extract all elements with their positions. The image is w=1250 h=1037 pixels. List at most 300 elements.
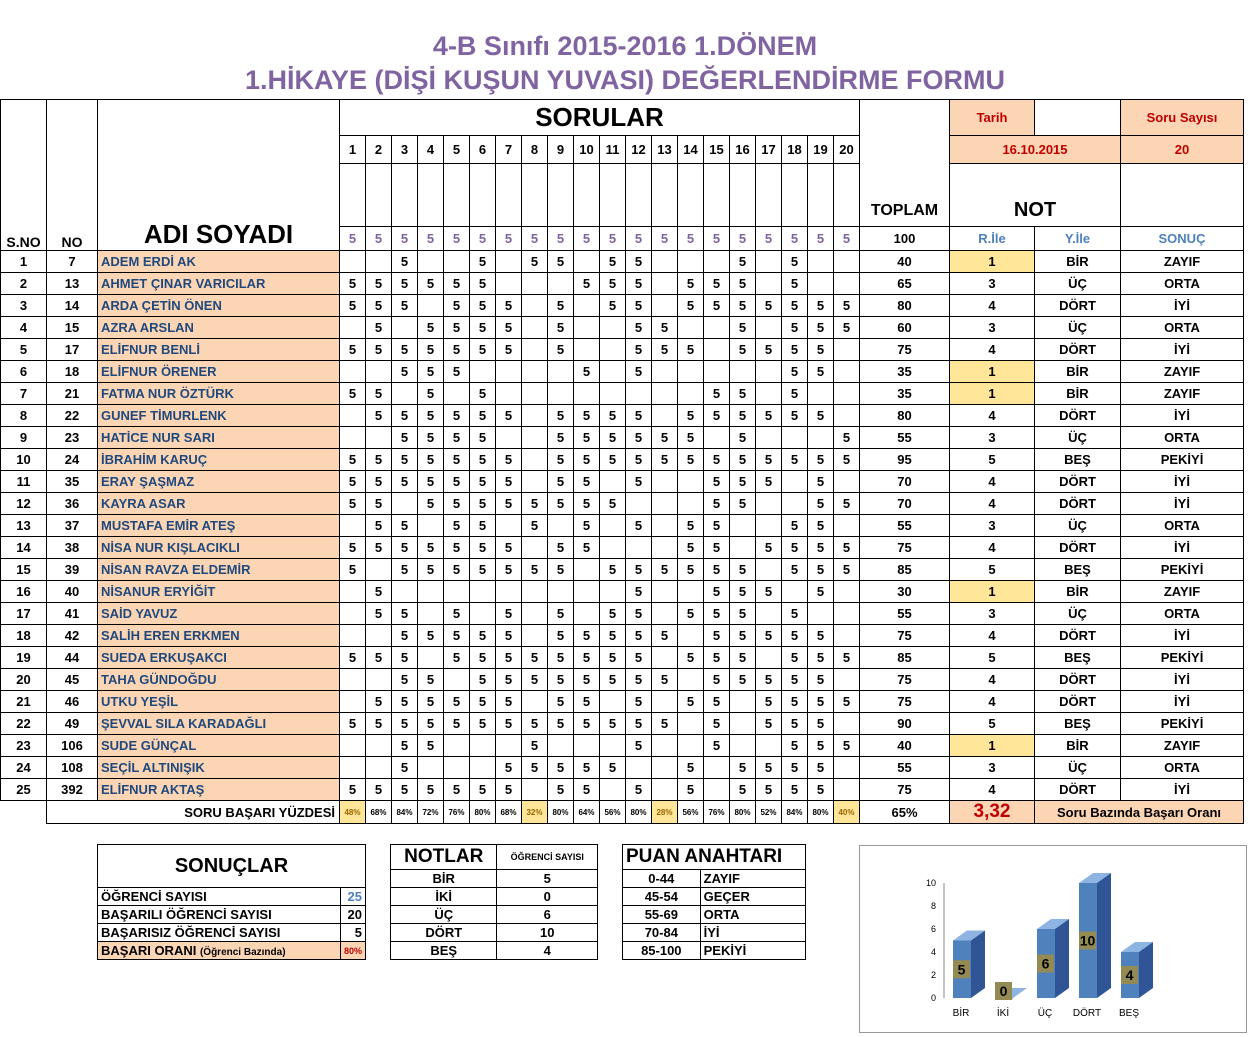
sno-header: S.NO [1,100,47,251]
answer-cell: 5 [782,669,808,691]
student-total: 55 [860,427,950,449]
answer-cell: 5 [522,757,548,779]
student-sno: 17 [1,603,47,625]
question-based-rate-label: Soru Bazında Başarı Oranı [1035,801,1244,824]
student-numeric-grade: 1 [950,251,1035,273]
answer-cell: 5 [418,273,444,295]
student-no: 42 [47,625,98,647]
answer-cell [522,427,548,449]
answer-cell: 5 [470,669,496,691]
answer-cell: 5 [340,559,366,581]
answer-cell [834,164,860,227]
answer-cell: 5 [418,317,444,339]
student-no: 22 [47,405,98,427]
student-result: PEKİYİ [1121,449,1244,471]
answer-cell: 5 [782,339,808,361]
answer-cell: 5 [678,559,704,581]
student-numeric-grade: 4 [950,691,1035,713]
student-sno: 7 [1,383,47,405]
results-label: BAŞARILI ÖĞRENCİ SAYISI [98,906,341,924]
answer-cell: 5 [470,691,496,713]
answer-cell: 5 [574,779,600,801]
answer-cell [574,581,600,603]
answer-cell: 5 [574,405,600,427]
question-number: 11 [600,136,626,164]
student-numeric-grade: 3 [950,273,1035,295]
student-written-grade: DÖRT [1035,691,1121,713]
answer-cell: 5 [366,581,392,603]
answer-cell: 5 [392,559,418,581]
answer-cell: 5 [834,691,860,713]
answer-cell: 5 [834,295,860,317]
answer-cell: 5 [808,691,834,713]
answer-cell [834,757,860,779]
answer-cell: 5 [470,251,496,273]
question-points: 5 [340,227,366,251]
score-key-row [623,870,806,888]
student-total: 70 [860,493,950,515]
question-points: 5 [626,227,652,251]
student-row [1,581,1244,603]
answer-cell [340,757,366,779]
answer-cell: 5 [756,471,782,493]
answer-cell: 5 [366,383,392,405]
answer-cell [730,164,756,227]
answer-cell: 5 [574,625,600,647]
answer-cell: 5 [444,559,470,581]
answer-cell [600,383,626,405]
answer-cell: 5 [418,383,444,405]
grades-summary [390,844,598,960]
score-key-row [623,888,806,906]
answer-cell [418,603,444,625]
results-summary [97,844,366,960]
answer-cell [834,273,860,295]
student-written-grade: DÖRT [1035,493,1121,515]
student-sno: 16 [1,581,47,603]
answer-cell [808,251,834,273]
answer-cell [652,471,678,493]
answer-cell [366,251,392,273]
answer-cell [392,317,418,339]
answer-cell [522,625,548,647]
question-success-percent: 76% [704,801,730,824]
student-no: 41 [47,603,98,625]
answer-cell [548,735,574,757]
answer-cell: 5 [444,273,470,295]
grades-title: NOTLAR [391,845,497,870]
student-name: UTKU YEŞİL [98,691,340,713]
grade-name: BEŞ [391,942,497,960]
question-number: 3 [392,136,418,164]
answer-cell: 5 [444,691,470,713]
answer-cell [652,779,678,801]
student-written-grade: DÖRT [1035,295,1121,317]
answer-cell [340,427,366,449]
answer-cell: 5 [730,251,756,273]
name-header: ADI SOYADI [98,100,340,251]
question-points: 5 [574,227,600,251]
student-numeric-grade: 1 [950,735,1035,757]
answer-cell [652,735,678,757]
student-no: 49 [47,713,98,735]
success-rate-value: 80% [340,942,365,960]
answer-cell: 5 [626,405,652,427]
y-tick-label: 8 [930,901,936,911]
student-no: 14 [47,295,98,317]
answer-cell [834,383,860,405]
student-total: 75 [860,691,950,713]
answer-cell [704,361,730,383]
student-result: ZAYIF [1121,735,1244,757]
answer-cell: 5 [782,295,808,317]
answer-cell [496,515,522,537]
answer-cell: 5 [730,471,756,493]
answer-cell: 5 [626,317,652,339]
student-written-grade: BİR [1035,383,1121,405]
question-number: 20 [834,136,860,164]
results-label: BAŞARISIZ ÖĞRENCİ SAYISI [98,924,341,942]
question-success-percent: 28% [652,801,678,824]
answer-cell [366,735,392,757]
student-result: İYİ [1121,405,1244,427]
answer-cell: 5 [808,757,834,779]
student-total: 65 [860,273,950,295]
answer-cell: 5 [808,669,834,691]
answer-cell: 5 [548,559,574,581]
answer-cell: 5 [574,537,600,559]
answer-cell [366,625,392,647]
answer-cell: 5 [678,515,704,537]
answer-cell [444,383,470,405]
student-sno: 20 [1,669,47,691]
student-total: 75 [860,779,950,801]
answer-cell [392,581,418,603]
answer-cell: 5 [366,691,392,713]
answer-cell: 5 [782,383,808,405]
score-range: 85-100 [623,942,701,960]
answer-cell [600,537,626,559]
answer-cell: 5 [808,537,834,559]
answer-cell [756,164,782,227]
score-key-row [623,924,806,942]
answer-cell [626,757,652,779]
answer-cell [522,361,548,383]
answer-cell [834,405,860,427]
answer-cell: 5 [496,449,522,471]
answer-cell: 5 [340,713,366,735]
question-number: 10 [574,136,600,164]
answer-cell [756,493,782,515]
answer-cell: 5 [548,647,574,669]
answer-cell: 5 [470,493,496,515]
answer-cell: 5 [470,625,496,647]
answer-cell: 5 [444,449,470,471]
question-number: 14 [678,136,704,164]
answer-cell: 5 [470,405,496,427]
answer-cell: 5 [782,647,808,669]
student-written-grade: DÖRT [1035,537,1121,559]
grade-name: DÖRT [391,924,497,942]
question-number: 1 [340,136,366,164]
student-no: 38 [47,537,98,559]
student-written-grade: BİR [1035,361,1121,383]
answer-cell [600,471,626,493]
x-category-label: İKİ [996,1008,1010,1019]
student-result: ORTA [1121,317,1244,339]
answer-cell: 5 [652,669,678,691]
student-row [1,757,1244,779]
answer-cell: 5 [730,317,756,339]
answer-cell: 5 [782,625,808,647]
answer-cell: 5 [600,713,626,735]
student-numeric-grade: 3 [950,427,1035,449]
student-written-grade: DÖRT [1035,625,1121,647]
answer-cell: 5 [548,427,574,449]
answer-cell [652,361,678,383]
student-sno: 15 [1,559,47,581]
answer-cell [834,361,860,383]
answer-cell [626,537,652,559]
student-row [1,317,1244,339]
answer-cell: 5 [392,405,418,427]
student-written-grade: BEŞ [1035,449,1121,471]
student-sno: 10 [1,449,47,471]
answer-cell: 5 [522,515,548,537]
answer-cell: 5 [392,449,418,471]
student-numeric-grade: 4 [950,471,1035,493]
student-total: 95 [860,449,950,471]
answer-cell: 5 [834,735,860,757]
answer-cell: 5 [444,427,470,449]
student-row [1,295,1244,317]
answer-cell: 5 [756,691,782,713]
answer-cell: 5 [704,669,730,691]
student-total: 85 [860,559,950,581]
question-points: 5 [730,227,756,251]
answer-cell: 5 [574,757,600,779]
answer-cell [392,493,418,515]
answer-cell: 5 [496,779,522,801]
answer-cell [782,581,808,603]
student-no: 24 [47,449,98,471]
student-row [1,339,1244,361]
answer-cell: 5 [808,515,834,537]
student-result: İYİ [1121,471,1244,493]
student-written-grade: ÜÇ [1035,317,1121,339]
answer-cell: 5 [574,493,600,515]
answer-cell [782,164,808,227]
answer-cell: 5 [808,449,834,471]
answer-cell [756,317,782,339]
student-numeric-grade: 5 [950,647,1035,669]
student-row [1,449,1244,471]
answer-cell: 5 [704,405,730,427]
answer-cell: 5 [574,449,600,471]
answer-cell [756,515,782,537]
answer-cell: 5 [704,625,730,647]
answer-cell: 5 [834,427,860,449]
answer-cell: 5 [418,713,444,735]
question-points: 5 [392,227,418,251]
question-success-percent: 64% [574,801,600,824]
question-number: 4 [418,136,444,164]
answer-cell [340,581,366,603]
student-sno: 24 [1,757,47,779]
answer-cell: 5 [366,339,392,361]
student-name: NİSANUR ERYİĞİT [98,581,340,603]
question-success-percent: 52% [756,801,782,824]
answer-cell: 5 [392,339,418,361]
answer-cell: 5 [470,383,496,405]
answer-cell [496,164,522,227]
answer-cell: 5 [340,383,366,405]
bar-value-label: 6 [1041,955,1050,972]
grade-count: 4 [497,942,598,960]
answer-cell: 5 [418,361,444,383]
answer-cell: 5 [548,251,574,273]
answer-cell [652,603,678,625]
result-header: SONUÇ [1121,227,1244,251]
student-row [1,647,1244,669]
answer-cell: 5 [678,691,704,713]
answer-cell: 5 [704,273,730,295]
student-written-grade: BİR [1035,581,1121,603]
answer-cell: 5 [704,537,730,559]
question-number: 2 [366,136,392,164]
student-result: İYİ [1121,691,1244,713]
answer-cell [574,295,600,317]
student-no: 108 [47,757,98,779]
question-success-percent: 80% [548,801,574,824]
score-label: GEÇER [700,888,805,906]
answer-cell [522,449,548,471]
answer-cell: 5 [730,603,756,625]
results-label: ÖĞRENCİ SAYISI [98,888,341,906]
student-sno: 22 [1,713,47,735]
answer-cell: 5 [548,339,574,361]
answer-cell [418,164,444,227]
answer-cell [678,581,704,603]
answer-cell: 5 [548,317,574,339]
question-points: 5 [652,227,678,251]
y-tick-label: 0 [930,993,936,1003]
answer-cell [340,691,366,713]
answer-cell: 5 [574,515,600,537]
grade-count-row [391,906,598,924]
student-name: GUNEF TİMURLENK [98,405,340,427]
success-percent-label: SORU BAŞARI YÜZDESİ [47,801,340,824]
results-value: 20 [340,906,365,924]
student-total: 75 [860,339,950,361]
student-row [1,735,1244,757]
student-numeric-grade: 5 [950,559,1035,581]
answer-cell: 5 [626,471,652,493]
answer-cell [496,383,522,405]
answer-cell: 5 [522,713,548,735]
answer-cell [600,361,626,383]
student-result: ORTA [1121,757,1244,779]
success-rate-label [98,942,341,960]
student-total: 40 [860,735,950,757]
student-result: PEKİYİ [1121,713,1244,735]
questions-header: SORULAR [340,100,860,136]
date-value: 16.10.2015 [950,136,1121,164]
student-written-grade: ÜÇ [1035,603,1121,625]
student-no: 7 [47,251,98,273]
question-count-label: Soru Sayısı [1121,100,1244,136]
student-sno: 13 [1,515,47,537]
student-result: İYİ [1121,669,1244,691]
student-written-grade: DÖRT [1035,405,1121,427]
answer-cell: 5 [600,405,626,427]
answer-cell: 5 [626,691,652,713]
numeric-grade-header: R.İle [950,227,1035,251]
student-no: 21 [47,383,98,405]
question-success-percent: 84% [392,801,418,824]
answer-cell [704,779,730,801]
question-points: 5 [834,227,860,251]
student-numeric-grade: 4 [950,295,1035,317]
student-result: ZAYIF [1121,251,1244,273]
answer-cell: 5 [756,537,782,559]
answer-cell: 5 [782,757,808,779]
answer-cell [704,427,730,449]
answer-cell: 5 [496,295,522,317]
student-result: İYİ [1121,779,1244,801]
answer-cell: 5 [548,713,574,735]
answer-cell: 5 [548,625,574,647]
answer-cell: 5 [626,625,652,647]
answer-cell: 5 [418,779,444,801]
answer-cell: 5 [522,493,548,515]
answer-cell [730,515,756,537]
answer-cell [704,251,730,273]
answer-cell [834,669,860,691]
answer-cell [366,427,392,449]
question-points: 5 [444,227,470,251]
answer-cell: 5 [626,603,652,625]
student-total: 30 [860,581,950,603]
answer-cell: 5 [782,515,808,537]
answer-cell [444,669,470,691]
student-written-grade: ÜÇ [1035,273,1121,295]
answer-cell: 5 [704,493,730,515]
answer-cell: 5 [652,449,678,471]
blank-cell [1,801,47,824]
answer-cell: 5 [626,339,652,361]
answer-cell: 5 [652,427,678,449]
date-label: Tarih [950,100,1035,136]
answer-cell: 5 [470,273,496,295]
answer-cell [340,735,366,757]
answer-cell: 5 [548,779,574,801]
student-name: NİSA NUR KIŞLACIKLI [98,537,340,559]
answer-cell: 5 [470,779,496,801]
answer-cell [496,361,522,383]
answer-cell [808,383,834,405]
student-result: ZAYIF [1121,361,1244,383]
student-total: 60 [860,317,950,339]
answer-cell: 5 [444,361,470,383]
answer-cell: 5 [730,427,756,449]
question-number: 12 [626,136,652,164]
answer-cell: 5 [392,625,418,647]
answer-cell [652,537,678,559]
answer-cell: 5 [678,537,704,559]
answer-cell: 5 [756,757,782,779]
answer-cell: 5 [756,713,782,735]
